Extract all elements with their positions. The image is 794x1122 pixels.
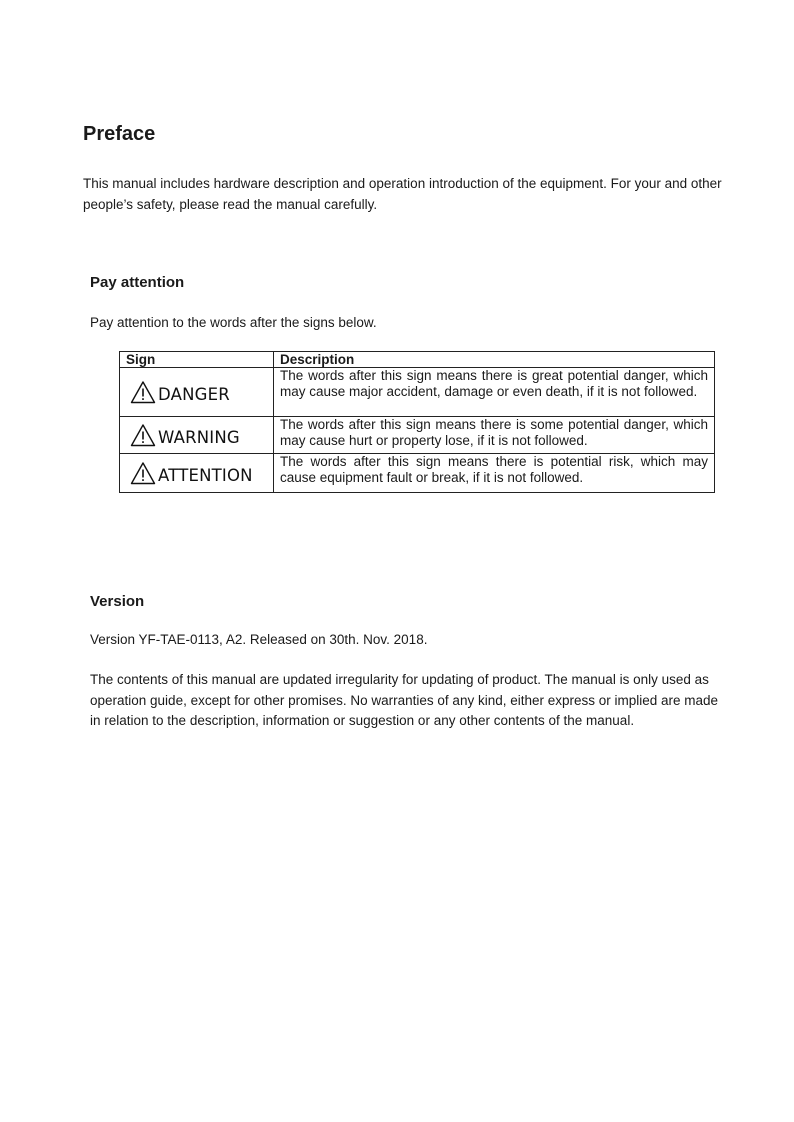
sign-table-header-row [120, 352, 715, 368]
table-row-attention [120, 454, 715, 493]
warning-triangle-icon [130, 461, 156, 485]
warning-sign [130, 423, 267, 447]
sign-cell [120, 417, 274, 454]
description-column-header: Description [274, 352, 715, 368]
sign-label: WARNING [158, 428, 240, 447]
attention-sign [130, 461, 267, 485]
sign-label: ATTENTION [158, 466, 253, 485]
version-heading: Version [90, 593, 145, 610]
danger-sign [130, 380, 267, 404]
sign-cell [120, 454, 274, 493]
sign-cell [120, 368, 274, 417]
warning-triangle-icon [130, 423, 156, 447]
table-row-warning [120, 417, 715, 454]
sign-table [119, 351, 715, 493]
table-row-danger [120, 368, 715, 417]
sign-description: The words after this sign means there is potential risk, which may cause equipment fault or break, if it is not followed. [274, 454, 715, 493]
pay-attention-intro: Pay attention to the words after the signs below. [90, 315, 377, 330]
page-title: Preface [83, 123, 156, 145]
sign-column-header: Sign [120, 352, 274, 368]
sign-description: The words after this sign means there is great potential danger, which may cause major accident, damage or even death, if it is not followed. [274, 368, 715, 417]
sign-label: DANGER [158, 385, 230, 404]
pay-attention-heading: Pay attention [90, 274, 185, 291]
version-contents: The contents of this manual are updated irregularity for updating of product. The manual is only used as operation guide, except for other promises. No warranties of any kind, either express or implied are made in relation to the description, information or suggestion or any other contents of the manual. [90, 672, 719, 728]
warning-triangle-icon [130, 380, 156, 404]
version-line: Version YF-TAE-0113, A2. Released on 30th. Nov. 2018. [90, 632, 428, 647]
sign-description: The words after this sign means there is some potential danger, which may cause hurt or property lose, if it is not followed. [274, 417, 715, 454]
preface-intro: This manual includes hardware description and operation introduction of the equipment. For your and other people’s safety, please read the manual carefully. [83, 176, 722, 212]
